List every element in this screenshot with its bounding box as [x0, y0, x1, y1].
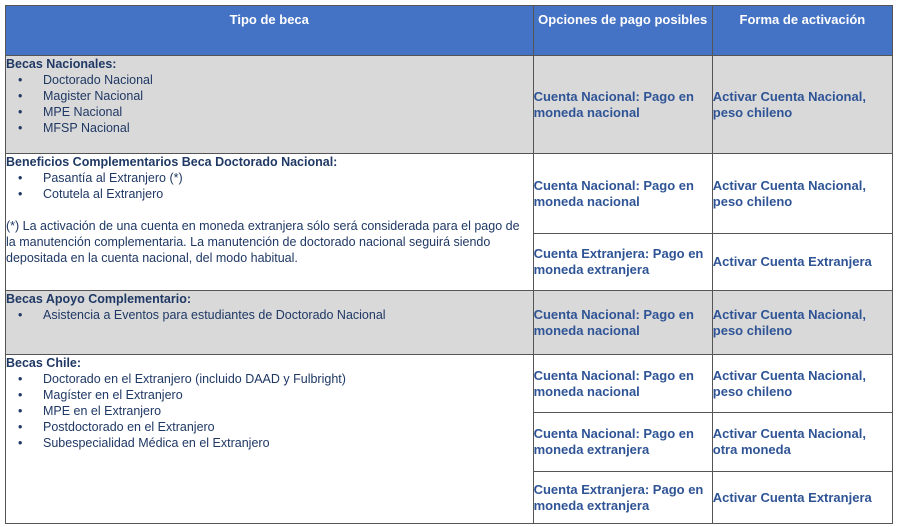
table-row [6, 56, 893, 154]
payment-option: Cuenta Nacional: Pago en moneda nacional [533, 154, 712, 234]
group-title: Beneficios Complementarios Beca Doctorado Nacional: [6, 155, 338, 169]
header-forma: Forma de activación [712, 6, 892, 56]
group-title: Becas Nacionales: [6, 57, 117, 71]
table-row [6, 355, 893, 413]
list-item: • Pasantía al Extranjero (*) [6, 170, 533, 186]
group-becas-nacionales [6, 56, 534, 154]
list-item: • Subespecialidad Médica en el Extranjero [6, 435, 533, 451]
group-note: (*) La activación de una cuenta en moneda extranjera sólo será considerada para el pago de la manutención complementaria. La manutención de doctorado nacional seguirá siendo depositada en la cuenta nacional, del modo habitual. [6, 219, 520, 265]
group-title: Becas Apoyo Complementario: [6, 292, 191, 306]
becas-table [5, 5, 893, 524]
header-row [6, 6, 893, 56]
list-item: • Cotutela al Extranjero [6, 186, 533, 202]
activation-method: Activar Cuenta Nacional, peso chileno [712, 154, 892, 234]
header-opciones: Opciones de pago posibles [533, 6, 712, 56]
group-becas-chile [6, 355, 534, 524]
table-row [6, 291, 893, 355]
payment-option: Cuenta Nacional: Pago en moneda nacional [533, 355, 712, 413]
header-tipo: Tipo de beca [6, 6, 534, 56]
list-item: • MPE en el Extranjero [6, 403, 533, 419]
payment-option: Cuenta Extranjera: Pago en moneda extranjera [533, 234, 712, 291]
activation-method: Activar Cuenta Nacional, peso chileno [712, 355, 892, 413]
item-list [6, 371, 533, 451]
payment-option: Cuenta Nacional: Pago en moneda extranjera [533, 413, 712, 472]
list-item: • Magister Nacional [6, 88, 533, 104]
item-list [6, 72, 533, 136]
table-row [6, 154, 893, 234]
activation-method: Activar Cuenta Nacional, peso chileno [712, 291, 892, 355]
payment-option: Cuenta Nacional: Pago en moneda nacional [533, 291, 712, 355]
list-item: • MFSP Nacional [6, 120, 533, 136]
item-list [6, 170, 533, 202]
activation-method: Activar Cuenta Nacional, peso chileno [712, 56, 892, 154]
group-beneficios-complementarios [6, 154, 534, 291]
group-becas-apoyo-complementario [6, 291, 534, 355]
list-item: • Doctorado en el Extranjero (incluido DAAD y Fulbright) [6, 371, 533, 387]
activation-method: Activar Cuenta Extranjera [712, 472, 892, 524]
payment-option: Cuenta Extranjera: Pago en moneda extranjera [533, 472, 712, 524]
list-item: • Magíster en el Extranjero [6, 387, 533, 403]
activation-method: Activar Cuenta Nacional, otra moneda [712, 413, 892, 472]
activation-method: Activar Cuenta Extranjera [712, 234, 892, 291]
list-item: • Doctorado Nacional [6, 72, 533, 88]
payment-option: Cuenta Nacional: Pago en moneda nacional [533, 56, 712, 154]
list-item: • Asistencia a Eventos para estudiantes de Doctorado Nacional [6, 307, 533, 323]
group-title: Becas Chile: [6, 356, 82, 370]
list-item: • MPE Nacional [6, 104, 533, 120]
list-item: • Postdoctorado en el Extranjero [6, 419, 533, 435]
item-list [6, 307, 533, 323]
